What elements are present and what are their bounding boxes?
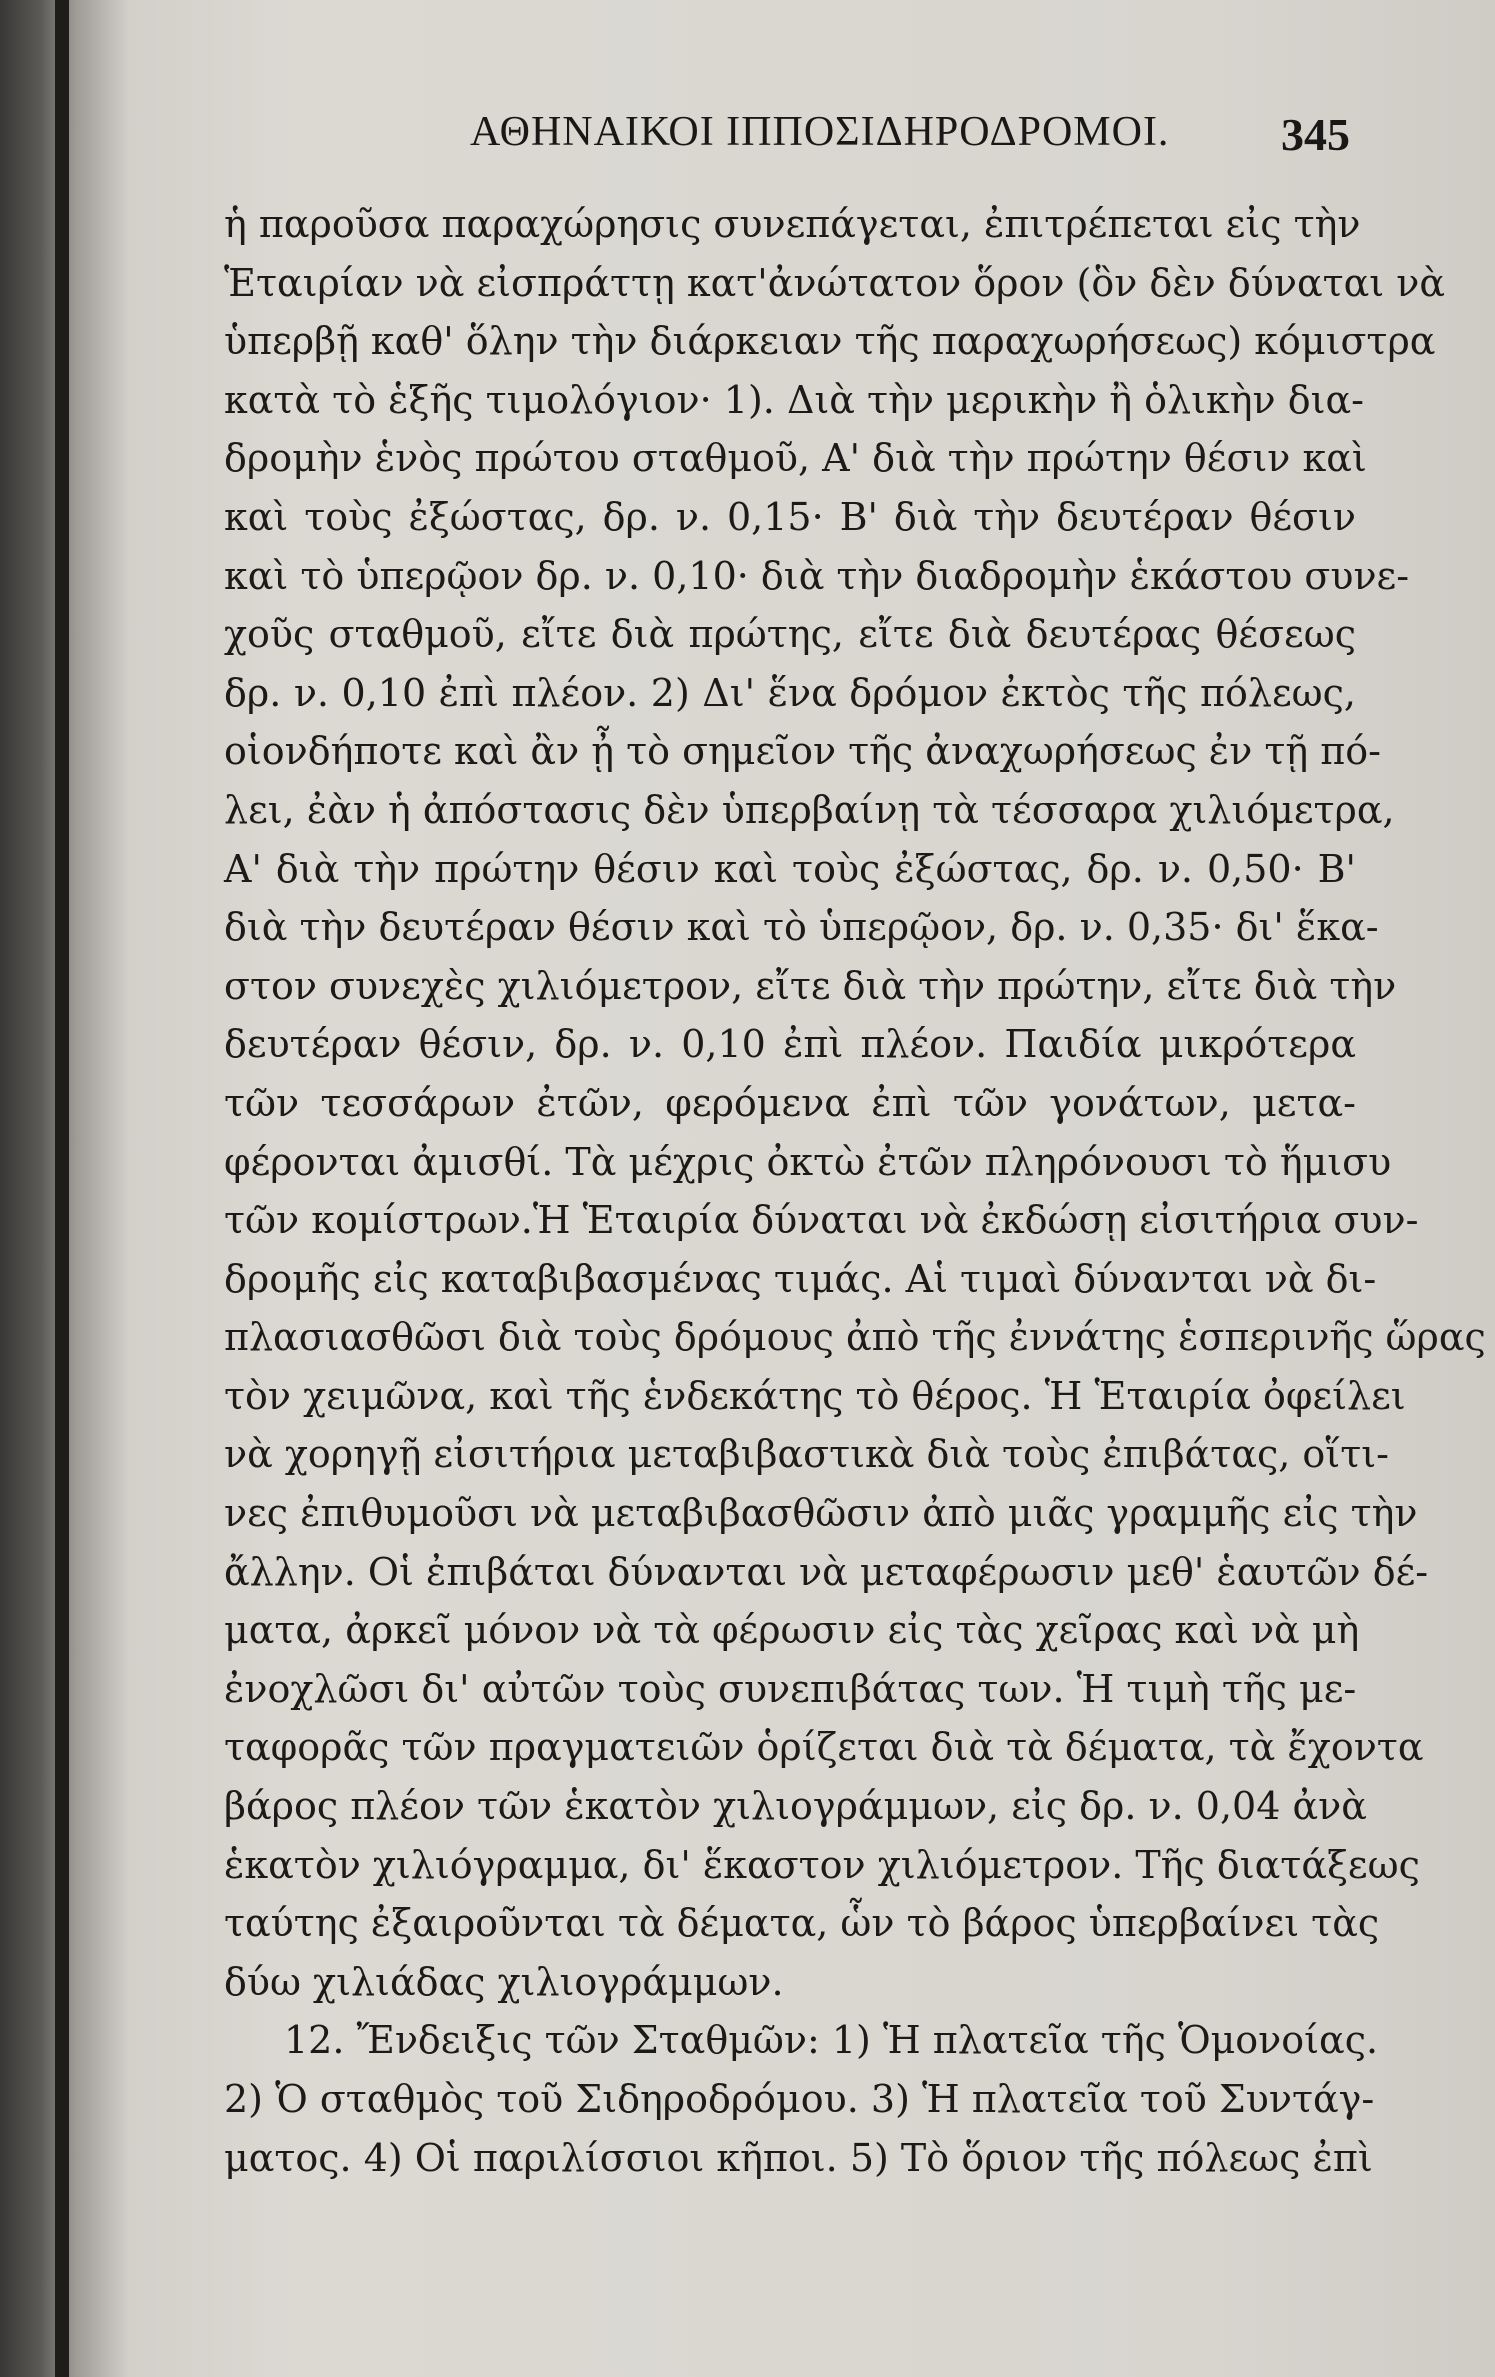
text-line: δευτέραν θέσιν, δρ. ν. 0,10 ἐπὶ πλέον. Παιδία μικρότερα xyxy=(224,1022,1356,1067)
page-gutter-shadow xyxy=(55,0,69,2377)
text-line: τὸν χειμῶνα, καὶ τῆς ἑνδεκάτης τὸ θέρος. Ἡ Ἑταιρία ὀφείλει xyxy=(224,1373,1406,1418)
text-line: ματα, ἀρκεῖ μόνον νὰ τὰ φέρωσιν εἰς τὰς χεῖρας καὶ νὰ μὴ xyxy=(224,1608,1360,1653)
text-line: οἱονδήποτε καὶ ἂν ᾖ τὸ σημεῖον τῆς ἀναχωρήσεως ἐν τῇ πό- xyxy=(224,729,1381,774)
running-head: ΑΘΗΝΑΙΚΟΙ ΙΠΠΟΣΙΔΗΡΟΔΡΟΜΟΙ. xyxy=(470,109,1170,155)
text-line: ταύτης ἐξαιροῦνται τὰ δέματα, ὧν τὸ βάρος ὑπερβαίνει τὰς xyxy=(224,1901,1380,1946)
text-line: Ἑταιρίαν νὰ εἰσπράττῃ κατ'ἀνώτατον ὅρον (ὃν δὲν δύναται νὰ xyxy=(224,260,1446,305)
text-line: ἐνοχλῶσι δι' αὐτῶν τοὺς συνεπιβάτας των. Ἡ τιμὴ τῆς με- xyxy=(224,1666,1357,1711)
text-line: δρομὴν ἑνὸς πρώτου σταθμοῦ, Α' διὰ τὴν πρώτην θέσιν καὶ xyxy=(224,436,1367,481)
page-number: 345 xyxy=(1281,109,1350,160)
text-line: στον συνεχὲς χιλιόμετρον, εἴτε διὰ τὴν πρώτην, εἴτε διὰ τὴν xyxy=(224,963,1397,1008)
text-line: Α' διὰ τὴν πρώτην θέσιν καὶ τοὺς ἐξώστας, δρ. ν. 0,50· Β' xyxy=(224,846,1356,891)
text-line: νὰ χορηγῇ εἰσιτήρια μεταβιβαστικὰ διὰ τοὺς ἐπιβάτας, οἵτι- xyxy=(224,1432,1389,1477)
text-line-section-12: 12. Ἔνδειξις τῶν Σταθμῶν: 1) Ἡ πλατεῖα τῆς Ὁμονοίας. xyxy=(284,2018,1379,2063)
text-line: βάρος πλέον τῶν ἑκατὸν χιλιογράμμων, εἰς δρ. ν. 0,04 ἀνὰ xyxy=(224,1784,1367,1829)
text-line: καὶ τοὺς ἐξώστας, δρ. ν. 0,15· Β' διὰ τὴν δευτέραν θέσιν xyxy=(224,494,1356,539)
body-text xyxy=(224,195,1486,2187)
text-line: καὶ τὸ ὑπερῷον δρ. ν. 0,10· διὰ τὴν διαδρομὴν ἑκάστου συνε- xyxy=(224,553,1410,598)
text-line: πλασιασθῶσι διὰ τοὺς δρόμους ἀπὸ τῆς ἐννάτης ἑσπερινῆς ὥρας xyxy=(224,1315,1486,1360)
page-header xyxy=(230,108,1350,178)
text-line: κατὰ τὸ ἑξῆς τιμολόγιον· 1). Διὰ τὴν μερικὴν ἢ ὁλικὴν δια- xyxy=(224,377,1365,422)
text-line: τῶν τεσσάρων ἐτῶν, φερόμενα ἐπὶ τῶν γονάτων, μετα- xyxy=(224,1080,1356,1125)
text-line: τῶν κομίστρων.Ἡ Ἑταιρία δύναται νὰ ἐκδώσῃ εἰσιτήρια συν- xyxy=(224,1198,1419,1243)
text-line: δρομῆς εἰς καταβιβασμένας τιμάς. Αἱ τιμαὶ δύνανται νὰ δι- xyxy=(224,1256,1377,1301)
text-line: λει, ἐὰν ἡ ἀπόστασις δὲν ὑπερβαίνῃ τὰ τέσσαρα χιλιόμετρα, xyxy=(224,787,1395,832)
text-line: νες ἐπιθυμοῦσι νὰ μεταβιβασθῶσιν ἀπὸ μιᾶς γραμμῆς εἰς τὴν xyxy=(224,1491,1418,1536)
text-line: ματος. 4) Οἱ παριλίσσιοι κῆποι. 5) Τὸ ὅριον τῆς πόλεως ἐπὶ xyxy=(224,2135,1373,2180)
text-line: ὑπερβῇ καθ' ὅλην τὴν διάρκειαν τῆς παραχωρήσεως) κόμιστρα xyxy=(224,319,1436,364)
text-line: ἡ παροῦσα παραχώρησις συνεπάγεται, ἐπιτρέπεται εἰς τὴν xyxy=(224,202,1361,246)
text-line: ἄλλην. Οἱ ἐπιβάται δύνανται νὰ μεταφέρωσιν μεθ' ἑαυτῶν δέ- xyxy=(224,1549,1429,1594)
text-line: δρ. ν. 0,10 ἐπὶ πλέον. 2) Δι' ἕνα δρόμον ἐκτὸς τῆς πόλεως, xyxy=(224,670,1356,715)
text-line: ταφορᾶς τῶν πραγματειῶν ὁρίζεται διὰ τὰ δέματα, τὰ ἔχοντα xyxy=(224,1725,1424,1770)
text-line: φέρονται ἀμισθί. Τὰ μέχρις ὀκτὼ ἐτῶν πληρόνουσι τὸ ἥμισυ xyxy=(224,1139,1392,1184)
text-line: χοῦς σταθμοῦ, εἴτε διὰ πρώτης, εἴτε διὰ δευτέρας θέσεως xyxy=(224,612,1356,657)
text-line-paragraph-end: δύω χιλιάδας χιλιογράμμων. xyxy=(224,1959,784,2004)
text-line: 2) Ὁ σταθμὸς τοῦ Σιδηροδρόμου. 3) Ἡ πλατεῖα τοῦ Συντάγ- xyxy=(224,2077,1375,2121)
text-line: ἑκατὸν χιλιόγραμμα, δι' ἕκαστον χιλιόμετρον. Τῆς διατάξεως xyxy=(224,1842,1420,1887)
text-line: διὰ τὴν δευτέραν θέσιν καὶ τὸ ὑπερῷον, δρ. ν. 0,35· δι' ἕκα- xyxy=(224,905,1379,950)
